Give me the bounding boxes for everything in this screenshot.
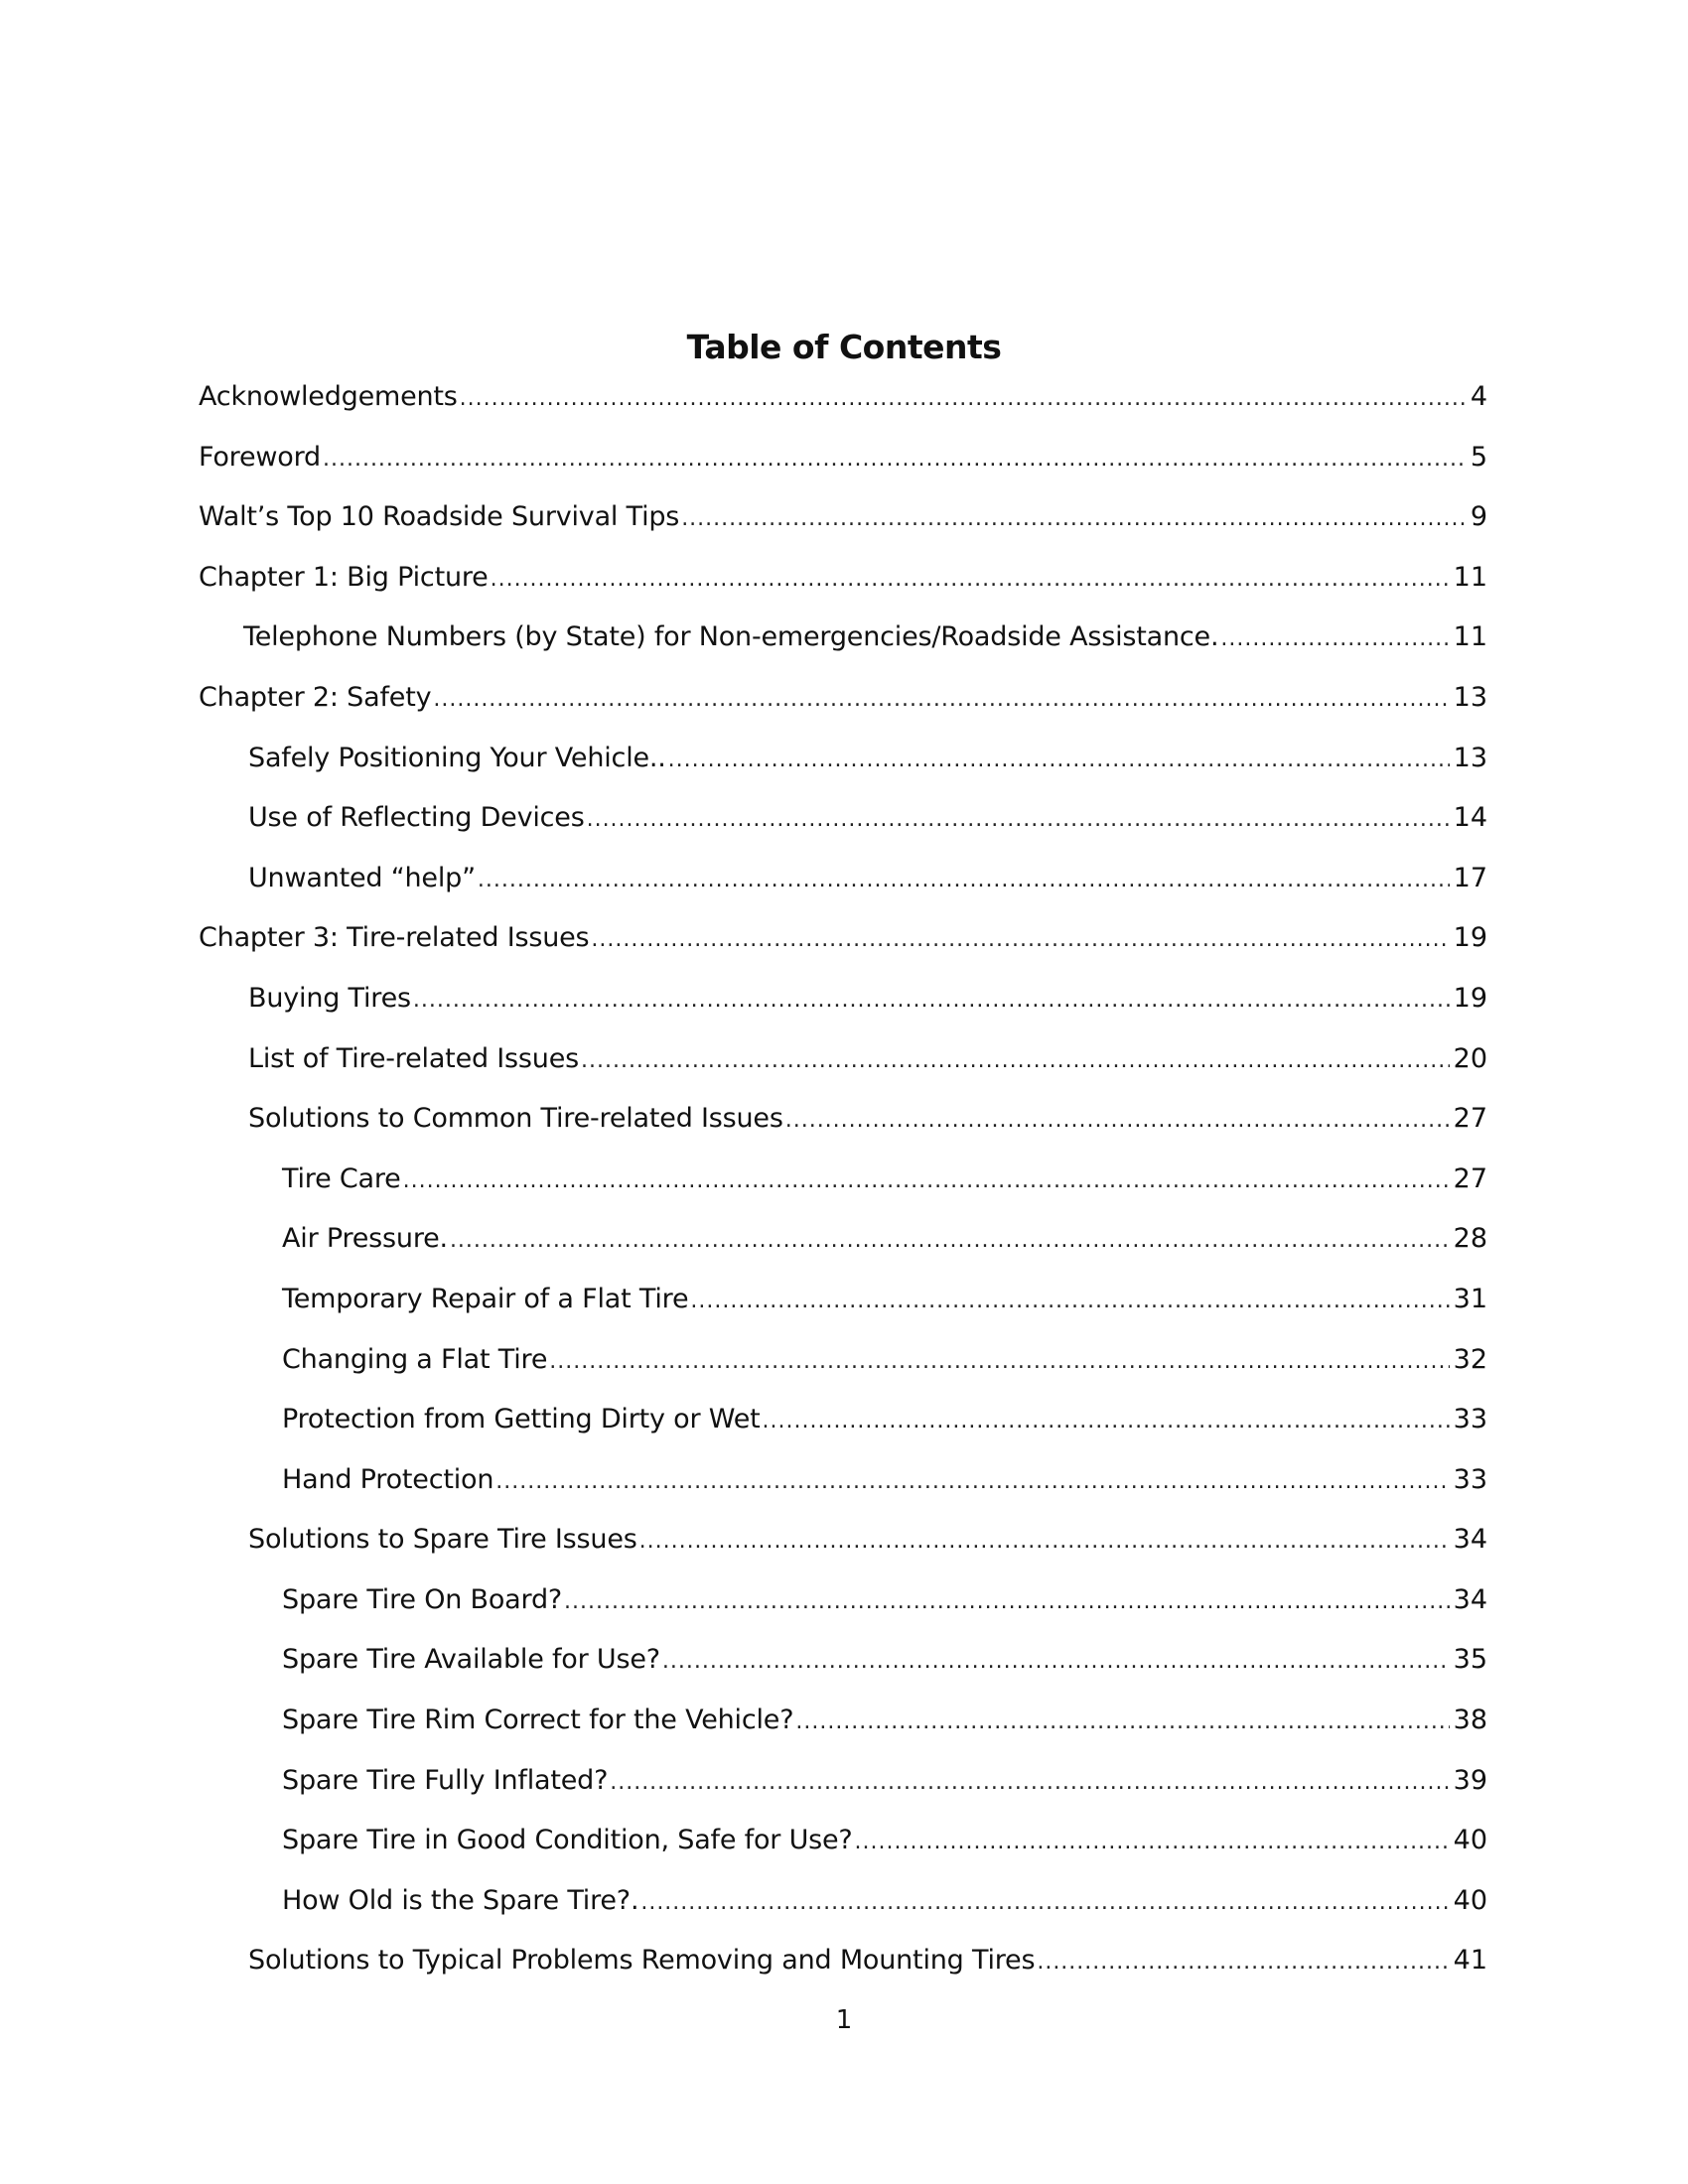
toc-entry[interactable] bbox=[199, 1885, 1487, 1946]
toc-title: Table of Contents bbox=[686, 328, 1002, 366]
toc-entry[interactable] bbox=[199, 1464, 1487, 1525]
toc-entry-label[interactable]: Chapter 1: Big Picture bbox=[199, 561, 489, 593]
page-number: 1 bbox=[835, 2005, 853, 2035]
toc-entry-page[interactable]: 27 bbox=[1453, 1162, 1487, 1194]
toc-entry[interactable] bbox=[199, 1223, 1487, 1284]
toc-entry-page[interactable]: 9 bbox=[1470, 501, 1487, 533]
toc-entry-page[interactable]: 17 bbox=[1453, 862, 1487, 893]
dot-leader bbox=[495, 1469, 1449, 1494]
toc-entry[interactable] bbox=[199, 1945, 1487, 2005]
toc-entry[interactable] bbox=[199, 1103, 1487, 1163]
dot-leader bbox=[323, 447, 1467, 472]
toc-entry-label[interactable]: Tire Care bbox=[282, 1162, 401, 1194]
toc-entry-page[interactable]: 34 bbox=[1453, 1583, 1487, 1615]
toc-entry-page[interactable]: 40 bbox=[1453, 1825, 1487, 1856]
toc-entry-label[interactable]: Protection from Getting Dirty or Wet bbox=[282, 1404, 761, 1435]
toc-entry-label[interactable]: Solutions to Common Tire-related Issues bbox=[248, 1103, 783, 1135]
dot-leader bbox=[403, 1168, 1450, 1193]
toc-entry-page[interactable]: 13 bbox=[1453, 742, 1487, 773]
toc-entry-label[interactable]: Solutions to Typical Problems Removing and Mounting Tires bbox=[248, 1945, 1036, 1977]
toc-entry-label[interactable]: Safely Positioning Your Vehicle.. bbox=[248, 742, 666, 773]
toc-entry-label[interactable]: List of Tire-related Issues bbox=[248, 1042, 579, 1074]
toc-entry-page[interactable]: 14 bbox=[1453, 802, 1487, 834]
toc-entry[interactable] bbox=[199, 682, 1487, 743]
dot-leader bbox=[763, 1409, 1450, 1433]
toc-entry-label[interactable]: Foreword bbox=[199, 441, 321, 473]
toc-entry-label[interactable]: Spare Tire Available for Use? bbox=[282, 1644, 660, 1676]
toc-entry-page[interactable]: 13 bbox=[1453, 681, 1487, 713]
toc-entry-label[interactable]: Solutions to Spare Tire Issues bbox=[248, 1524, 637, 1556]
dot-leader bbox=[610, 1770, 1449, 1795]
dot-leader bbox=[662, 1649, 1450, 1674]
toc-entry-label[interactable]: Chapter 2: Safety bbox=[199, 681, 432, 713]
dot-leader bbox=[690, 1289, 1449, 1313]
toc-entry[interactable] bbox=[199, 562, 1487, 622]
toc-entry[interactable] bbox=[199, 621, 1487, 682]
toc-entry-page[interactable]: 34 bbox=[1453, 1524, 1487, 1556]
toc-list bbox=[199, 381, 1487, 2005]
toc-entry-page[interactable]: 19 bbox=[1453, 922, 1487, 954]
toc-entry-page[interactable]: 27 bbox=[1453, 1103, 1487, 1135]
dot-leader bbox=[795, 1709, 1449, 1734]
toc-entry-page[interactable]: 33 bbox=[1453, 1463, 1487, 1495]
toc-entry-page[interactable]: 19 bbox=[1453, 982, 1487, 1014]
toc-entry-page[interactable]: 31 bbox=[1453, 1283, 1487, 1314]
dot-leader bbox=[450, 1228, 1450, 1253]
toc-entry-page[interactable]: 33 bbox=[1453, 1404, 1487, 1435]
toc-entry-label[interactable]: Unwanted “help” bbox=[248, 862, 476, 893]
dot-leader bbox=[1220, 626, 1449, 651]
toc-entry[interactable] bbox=[199, 442, 1487, 502]
toc-entry-label[interactable]: Spare Tire in Good Condition, Safe for Use? bbox=[282, 1825, 853, 1856]
toc-entry-label[interactable]: How Old is the Spare Tire?. bbox=[282, 1884, 639, 1916]
toc-entry-page[interactable]: 41 bbox=[1453, 1945, 1487, 1977]
dot-leader bbox=[587, 807, 1450, 832]
toc-entry[interactable] bbox=[199, 1765, 1487, 1826]
dot-leader bbox=[681, 506, 1467, 531]
toc-entry-page[interactable]: 38 bbox=[1453, 1705, 1487, 1736]
toc-entry[interactable] bbox=[199, 381, 1487, 442]
toc-entry-label[interactable]: Use of Reflecting Devices bbox=[248, 802, 585, 834]
dot-leader bbox=[668, 748, 1450, 772]
toc-entry[interactable] bbox=[199, 863, 1487, 923]
toc-entry[interactable] bbox=[199, 1344, 1487, 1405]
toc-entry-page[interactable]: 5 bbox=[1470, 441, 1487, 473]
toc-entry-page[interactable]: 11 bbox=[1453, 561, 1487, 593]
dot-leader bbox=[460, 386, 1467, 411]
toc-entry-label[interactable]: Walt’s Top 10 Roadside Survival Tips bbox=[199, 501, 680, 533]
toc-entry[interactable] bbox=[199, 1163, 1487, 1224]
dot-leader bbox=[1037, 1950, 1449, 1975]
dot-leader bbox=[413, 988, 1450, 1013]
dot-leader bbox=[785, 1108, 1450, 1133]
toc-entry-label[interactable]: Temporary Repair of a Flat Tire bbox=[282, 1283, 689, 1314]
toc-entry-label[interactable]: Chapter 3: Tire-related Issues bbox=[199, 922, 590, 954]
toc-entry[interactable] bbox=[199, 743, 1487, 803]
dot-leader bbox=[433, 687, 1449, 712]
dot-leader bbox=[640, 1890, 1449, 1915]
dot-leader bbox=[855, 1830, 1450, 1854]
toc-entry-page[interactable]: 20 bbox=[1453, 1042, 1487, 1074]
dot-leader bbox=[639, 1529, 1450, 1554]
dot-leader bbox=[549, 1349, 1449, 1374]
toc-entry[interactable] bbox=[199, 1404, 1487, 1464]
dot-leader bbox=[564, 1589, 1450, 1614]
toc-entry[interactable] bbox=[199, 1584, 1487, 1645]
toc-entry-label[interactable]: Air Pressure. bbox=[282, 1223, 448, 1255]
toc-entry-label[interactable]: Changing a Flat Tire bbox=[282, 1343, 548, 1375]
toc-entry-label[interactable]: Buying Tires bbox=[248, 982, 411, 1014]
toc-entry-page[interactable]: 32 bbox=[1453, 1343, 1487, 1375]
toc-entry-label[interactable]: Hand Protection bbox=[282, 1463, 494, 1495]
toc-entry[interactable] bbox=[199, 983, 1487, 1043]
toc-entry[interactable] bbox=[199, 1644, 1487, 1705]
toc-entry-label[interactable]: Telephone Numbers (by State) for Non-emergencies/Roadside Assistance. bbox=[243, 621, 1219, 653]
dot-leader bbox=[581, 1048, 1450, 1073]
toc-entry-page[interactable]: 39 bbox=[1453, 1764, 1487, 1796]
toc-entry[interactable] bbox=[199, 501, 1487, 562]
toc-entry-label[interactable]: Spare Tire Fully Inflated? bbox=[282, 1764, 609, 1796]
toc-entry[interactable] bbox=[199, 1043, 1487, 1104]
toc-entry[interactable] bbox=[199, 1524, 1487, 1584]
toc-entry-page[interactable]: 35 bbox=[1453, 1644, 1487, 1676]
toc-entry-label[interactable]: Acknowledgements bbox=[199, 381, 458, 412]
toc-entry[interactable] bbox=[199, 802, 1487, 863]
toc-entry[interactable] bbox=[199, 922, 1487, 983]
toc-entry[interactable] bbox=[199, 1284, 1487, 1344]
toc-entry-page[interactable]: 28 bbox=[1453, 1223, 1487, 1255]
toc-entry-page[interactable]: 11 bbox=[1453, 621, 1487, 653]
toc-entry-page[interactable]: 40 bbox=[1453, 1884, 1487, 1916]
dot-leader bbox=[491, 567, 1450, 592]
toc-entry-page[interactable]: 4 bbox=[1470, 381, 1487, 412]
dot-leader bbox=[591, 927, 1449, 952]
toc-entry[interactable] bbox=[199, 1825, 1487, 1885]
toc-entry[interactable] bbox=[199, 1705, 1487, 1765]
toc-entry-label[interactable]: Spare Tire On Board? bbox=[282, 1583, 563, 1615]
dot-leader bbox=[478, 868, 1450, 892]
toc-entry-label[interactable]: Spare Tire Rim Correct for the Vehicle? bbox=[282, 1705, 794, 1736]
